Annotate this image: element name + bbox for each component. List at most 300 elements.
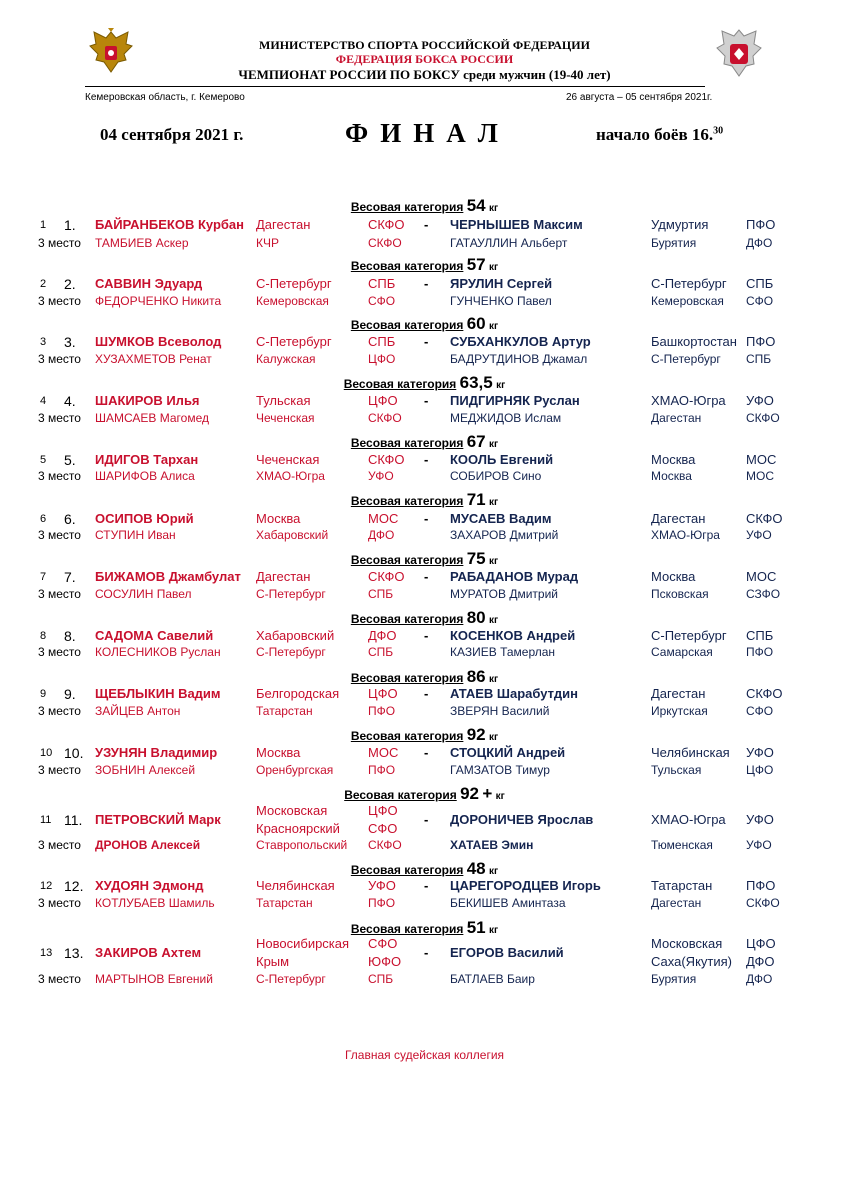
third-blue-district: СЗФО: [746, 587, 781, 601]
bout-number: 9: [40, 688, 47, 700]
third-blue-name: МУРАТОВ Дмитрий: [450, 587, 559, 601]
third-place-row: [0, 972, 849, 990]
finalist-blue-district: СПБ: [746, 276, 774, 291]
finalist-blue-name: РАБАДАНОВ Мурад: [450, 569, 579, 584]
final-bout-row: [0, 936, 849, 969]
bout-index: 9.: [64, 686, 76, 702]
finalist-blue-name: ДОРОНИЧЕВ Ярослав: [450, 812, 594, 827]
third-blue-name: БАДРУТДИНОВ Джамал: [450, 352, 588, 366]
weight-category-label: Весовая категория: [350, 729, 464, 743]
finalist-blue-district: ПФО: [746, 217, 776, 232]
third-red-name: ЗАЙЦЕВ Антон: [95, 704, 181, 718]
third-blue-district: ПФО: [746, 645, 774, 659]
finalist-blue-region: Дагестан: [651, 686, 706, 701]
weight-category-label: Весовая категория: [350, 922, 464, 936]
final-bout-row: [0, 334, 849, 352]
weight-unit: кг: [488, 615, 499, 626]
final-title: ФИНАЛ: [345, 118, 510, 148]
finalist-red-name: ЗАКИРОВ Ахтем: [95, 945, 202, 960]
third-blue-name: БЕКИШЕВ Аминтаза: [450, 896, 566, 910]
finalist-blue-name: КООЛЬ Евгений: [450, 452, 554, 467]
finalist-red-district: МОС: [368, 745, 399, 760]
weight-category-header: [0, 918, 849, 938]
third-blue-region: Самарская: [651, 645, 713, 659]
bout-number: 13: [40, 947, 53, 959]
third-blue-district: МОС: [746, 469, 774, 483]
third-place-label: 3 место: [38, 411, 81, 425]
third-red-region: КЧР: [256, 236, 279, 250]
finalist-red-name: ОСИПОВ Юрий: [95, 511, 194, 526]
third-place-row: [0, 294, 849, 312]
finalist-blue-district: СКФО: [746, 511, 783, 526]
third-blue-name: ГУНЧЕНКО Павел: [450, 294, 552, 308]
weight-category-label: Весовая категория: [350, 436, 464, 450]
finalist-red-name: ЩЕБЛЫКИН Вадим: [95, 686, 221, 701]
third-place-label: 3 место: [38, 236, 81, 250]
third-red-region: С-Петербург: [256, 972, 326, 986]
finalist-blue-name: ЧЕРНЫШЕВ Максим: [450, 217, 583, 232]
bout-dash: -: [424, 878, 429, 893]
finalist-blue-district: УФО: [746, 745, 774, 760]
weight-value: 57: [466, 255, 486, 274]
finalist-red-district: СПБ: [368, 334, 396, 349]
third-place-label: 3 место: [38, 838, 81, 852]
start-time: начало боёв 16.30: [596, 125, 724, 144]
championship-title: ЧЕМПИОНАТ РОССИИ ПО БОКСУ среди мужчин (19-40 лет): [238, 67, 611, 82]
finalist-red-region: Москва: [256, 511, 301, 526]
weight-category-header: [0, 432, 849, 452]
weight-value: 80: [466, 608, 486, 627]
third-place-row: [0, 763, 849, 781]
weight-category-header: [0, 608, 849, 628]
finalist-red-region: Чеченская: [256, 452, 320, 467]
finalist-red-region: С-Петербург: [256, 334, 332, 349]
third-blue-name: ГАМЗАТОВ Тимур: [450, 763, 550, 777]
third-blue-region: С-Петербург: [651, 352, 721, 366]
third-blue-district: ДФО: [746, 236, 773, 250]
third-place-label: 3 место: [38, 972, 81, 986]
third-place-label: 3 место: [38, 294, 81, 308]
weight-category-label: Весовая категория: [350, 259, 464, 273]
bout-dash: -: [424, 945, 429, 960]
weight-suffix: +: [482, 784, 493, 803]
third-red-region: Чеченская: [256, 411, 315, 425]
third-place-row: [0, 236, 849, 254]
finalist-red-region: Москва: [256, 745, 301, 760]
weight-category-label: Весовая категория: [344, 788, 457, 802]
finalist-blue-name: ЕГОРОВ Василий: [450, 945, 564, 960]
third-blue-district: СПБ: [746, 352, 772, 366]
weight-category-header: [0, 725, 849, 745]
weight-category-header: [0, 314, 849, 334]
third-blue-district: СКФО: [746, 896, 780, 910]
finalist-red-district: СКФО: [368, 569, 405, 584]
third-blue-name: МЕДЖИДОВ Ислам: [450, 411, 562, 425]
third-blue-region: Псковская: [651, 587, 709, 601]
third-place-label: 3 место: [38, 896, 81, 910]
weight-category-label: Весовая категория: [350, 863, 464, 877]
third-red-district: ПФО: [368, 763, 396, 777]
third-blue-region: Москва: [651, 469, 692, 483]
third-place-row: [0, 896, 849, 914]
third-red-region: С-Петербург: [256, 645, 326, 659]
weight-value: 54: [466, 196, 486, 215]
third-red-name: СОСУЛИН Павел: [95, 587, 192, 601]
third-blue-district: СФО: [746, 294, 774, 308]
third-blue-name: ГАТАУЛЛИН Альберт: [450, 236, 568, 250]
finalist-red-district: СКФО: [368, 452, 405, 467]
third-place-row: [0, 528, 849, 546]
finalist-red-name: САДОМА Савелий: [95, 628, 214, 643]
finalist-red-name: ПЕТРОВСКИЙ Марк: [95, 812, 221, 827]
finalist-red-region: Новосибирская: [256, 936, 350, 951]
final-bout-row: [0, 628, 849, 646]
final-bout-row: [0, 393, 849, 411]
third-red-district: СПБ: [368, 587, 394, 601]
third-blue-name: СОБИРОВ Сино: [450, 469, 542, 483]
weight-unit: кг: [488, 262, 499, 273]
weight-category-label: Весовая категория: [350, 318, 464, 332]
finalist-blue-district: ПФО: [746, 878, 776, 893]
third-blue-region: Тульская: [651, 763, 702, 777]
third-blue-region: Тюменская: [651, 838, 713, 852]
finalist-red-name: БИЖАМОВ Джамбулат: [95, 569, 241, 584]
third-blue-region: Бурятия: [651, 972, 697, 986]
weight-category-header: [0, 784, 849, 804]
weight-value: 86: [466, 667, 486, 686]
bout-number: 3: [40, 336, 47, 348]
bout-number: 10: [40, 747, 53, 759]
weight-value: 63,5: [459, 373, 493, 392]
weight-value: 92: [466, 725, 486, 744]
weight-unit: кг: [488, 925, 499, 936]
finalist-blue-district: МОС: [746, 452, 777, 467]
third-red-district: СПБ: [368, 645, 394, 659]
bout-dash: -: [424, 334, 429, 349]
finalist-blue-name: АТАЕВ Шарабутдин: [450, 686, 578, 701]
bout-index: 10.: [64, 745, 84, 761]
third-red-region: Оренбургская: [256, 763, 334, 777]
bout-index: 6.: [64, 511, 76, 527]
third-red-name: ШАРИФОВ Алиса: [95, 469, 195, 483]
bout-dash: -: [424, 452, 429, 467]
third-place-row: [0, 411, 849, 429]
third-blue-district: УФО: [746, 838, 772, 852]
third-place-label: 3 место: [38, 763, 81, 777]
finalist-blue-region: С-Петербург: [651, 276, 727, 291]
weight-unit: кг: [488, 497, 499, 508]
weight-unit: кг: [488, 866, 499, 877]
ministry-title: МИНИСТЕРСТВО СПОРТА РОССИЙСКОЙ ФЕДЕРАЦИИ: [259, 38, 590, 52]
third-red-name: СТУПИН Иван: [95, 528, 176, 542]
weight-category-header: [0, 667, 849, 687]
finalist-blue-region: Удмуртия: [651, 217, 709, 232]
finalist-blue-region-2: Саха(Якутия): [651, 954, 732, 969]
bout-dash: -: [424, 686, 429, 701]
weight-value: 92: [460, 784, 479, 803]
bout-dash: -: [424, 511, 429, 526]
third-place-label: 3 место: [38, 704, 81, 718]
final-bout-row: [0, 686, 849, 704]
third-blue-name: ЗАХАРОВ Дмитрий: [450, 528, 559, 542]
weight-value: 60: [466, 314, 486, 333]
final-bout-row: [0, 745, 849, 763]
weight-value: 71: [466, 490, 486, 509]
finalist-blue-region: Башкортостан: [651, 334, 737, 349]
third-blue-region: Дагестан: [651, 411, 702, 425]
weight-value: 51: [466, 918, 486, 937]
bout-index: 5.: [64, 452, 76, 468]
final-bout-row: [0, 452, 849, 470]
weight-value: 75: [466, 549, 486, 568]
bout-dash: -: [424, 217, 429, 232]
finalist-blue-district: ЦФО: [746, 936, 776, 951]
finalist-red-district: ЦФО: [368, 803, 398, 818]
bout-number: 7: [40, 571, 47, 583]
weight-category-label: Весовая категория: [343, 377, 457, 391]
bout-index: 13.: [64, 945, 84, 961]
weight-category-header: [0, 490, 849, 510]
bout-index: 11.: [64, 812, 83, 828]
third-place-row: [0, 838, 849, 856]
finalist-red-region: Хабаровский: [256, 628, 335, 643]
finalist-blue-district: МОС: [746, 569, 777, 584]
finalist-red-region: Белгородская: [256, 686, 340, 701]
finalist-red-region-2: Крым: [256, 954, 290, 969]
bout-dash: -: [424, 812, 429, 827]
finalist-blue-region: Татарстан: [651, 878, 713, 893]
third-place-row: [0, 704, 849, 722]
final-bout-row: [0, 511, 849, 529]
finalist-red-district: УФО: [368, 878, 396, 893]
third-red-district: СКФО: [368, 236, 402, 250]
third-red-region: Ставропольский: [256, 838, 348, 852]
finalist-red-region: Челябинская: [256, 878, 335, 893]
finalist-red-district: ЦФО: [368, 686, 398, 701]
finalist-blue-district: СПБ: [746, 628, 774, 643]
third-red-district: ПФО: [368, 896, 396, 910]
finalist-red-region: Дагестан: [256, 217, 311, 232]
third-red-region: Кемеровская: [256, 294, 329, 308]
finalist-red-name: САВВИН Эдуард: [95, 276, 203, 291]
weight-category-label: Весовая категория: [350, 200, 464, 214]
third-place-label: 3 место: [38, 528, 81, 542]
third-red-region: С-Петербург: [256, 587, 326, 601]
third-red-name: ТАМБИЕВ Аскер: [95, 236, 189, 250]
finalist-red-district-2: СФО: [368, 821, 398, 836]
weight-category-label: Весовая категория: [350, 671, 464, 685]
third-red-district: ПФО: [368, 704, 396, 718]
finalist-red-region: Дагестан: [256, 569, 311, 584]
bout-index: 7.: [64, 569, 76, 585]
third-blue-district: СКФО: [746, 411, 780, 425]
third-blue-district: ЦФО: [746, 763, 774, 777]
finalist-red-name: БАЙРАНБЕКОВ Курбан: [95, 217, 244, 232]
third-red-district: СКФО: [368, 838, 402, 852]
bout-dash: -: [424, 393, 429, 408]
third-red-name: ДРОНОВ Алексей: [95, 838, 201, 852]
bout-dash: -: [424, 276, 429, 291]
third-red-name: ЗОБНИН Алексей: [95, 763, 196, 777]
dates-text: 26 августа – 05 сентября 2021г.: [566, 92, 713, 103]
finalist-red-name: ШАКИРОВ Илья: [95, 393, 200, 408]
third-red-district: ДФО: [368, 528, 395, 542]
third-red-region: ХМАО-Югра: [256, 469, 325, 483]
final-bout-row: [0, 217, 849, 235]
weight-unit: кг: [488, 321, 499, 332]
third-place-row: [0, 469, 849, 487]
bout-index: 8.: [64, 628, 76, 644]
finalist-blue-name: СТОЦКИЙ Андрей: [450, 745, 566, 760]
weight-value: 48: [466, 859, 486, 878]
third-blue-district: ДФО: [746, 972, 773, 986]
third-blue-region: ХМАО-Югра: [651, 528, 720, 542]
finalist-blue-region: ХМАО-Югра: [651, 393, 726, 408]
weight-unit: кг: [495, 791, 505, 802]
third-place-row: [0, 587, 849, 605]
finalist-red-district: СКФО: [368, 217, 405, 232]
final-bout-row: [0, 878, 849, 896]
third-blue-district: УФО: [746, 528, 772, 542]
third-red-name: МАРТЫНОВ Евгений: [95, 972, 213, 986]
bout-number: 11: [40, 814, 52, 826]
third-blue-name: ЗВЕРЯН Василий: [450, 704, 550, 718]
third-red-region: Татарстан: [256, 704, 313, 718]
weight-unit: кг: [488, 439, 499, 450]
finalist-blue-region: Москва: [651, 452, 696, 467]
finalist-red-name: УЗУНЯН Владимир: [95, 745, 218, 760]
third-red-district: ЦФО: [368, 352, 396, 366]
bout-index: 12.: [64, 878, 84, 894]
third-blue-name: БАТЛАЕВ Баир: [450, 972, 535, 986]
weight-category-header: [0, 196, 849, 216]
third-place-label: 3 место: [38, 352, 81, 366]
finalist-blue-district: СКФО: [746, 686, 783, 701]
finalist-red-district: ЦФО: [368, 393, 398, 408]
third-red-name: ШАМСАЕВ Магомед: [95, 411, 209, 425]
finalist-blue-district: УФО: [746, 812, 774, 827]
bout-dash: -: [424, 745, 429, 760]
third-place-row: [0, 352, 849, 370]
finalist-red-district: ДФО: [368, 628, 397, 643]
bout-index: 2.: [64, 276, 76, 292]
weight-unit: кг: [488, 203, 499, 214]
finalist-red-district-2: ЮФО: [368, 954, 402, 969]
finalist-blue-name: ЦАРЕГОРОДЦЕВ Игорь: [450, 878, 601, 893]
third-blue-region: Дагестан: [651, 896, 702, 910]
weight-category-header: [0, 373, 849, 393]
finalist-red-district: МОС: [368, 511, 399, 526]
final-bout-row: [0, 276, 849, 294]
finalist-blue-name: МУСАЕВ Вадим: [450, 511, 552, 526]
weight-unit: кг: [488, 732, 499, 743]
finalist-red-district: СФО: [368, 936, 398, 951]
finalist-red-district: СПБ: [368, 276, 396, 291]
weight-category-label: Весовая категория: [350, 612, 464, 626]
third-red-district: СПБ: [368, 972, 394, 986]
weight-unit: кг: [496, 380, 506, 391]
final-bout-row: [0, 803, 849, 836]
finalist-red-name: ИДИГОВ Тархан: [95, 452, 199, 467]
third-red-name: ХУЗАХМЕТОВ Ренат: [95, 352, 212, 366]
third-place-row: [0, 645, 849, 663]
third-red-region: Хабаровский: [256, 528, 329, 542]
finalist-blue-name: ЯРУЛИН Сергей: [450, 276, 553, 291]
third-red-district: УФО: [368, 469, 394, 483]
weight-category-header: [0, 255, 849, 275]
bout-number: 5: [40, 454, 47, 466]
finalist-blue-name: КОСЕНКОВ Андрей: [450, 628, 576, 643]
weight-category-header: [0, 859, 849, 879]
finalist-blue-region: Московская: [651, 936, 723, 951]
weight-unit: кг: [488, 674, 499, 685]
third-red-district: СФО: [368, 294, 396, 308]
weight-category-header: [0, 549, 849, 569]
weight-value: 67: [466, 432, 486, 451]
weight-category-label: Весовая категория: [350, 494, 464, 508]
third-place-label: 3 место: [38, 587, 81, 601]
finalist-blue-name: ПИДГИРНЯК Руслан: [450, 393, 580, 408]
bout-number: 4: [40, 395, 47, 407]
third-blue-region: Бурятия: [651, 236, 697, 250]
chief-judges-footer: Главная судейская коллегия: [344, 1048, 505, 1062]
third-blue-name: ХАТАЕВ Эмин: [450, 838, 534, 852]
third-blue-region: Кемеровская: [651, 294, 724, 308]
third-place-label: 3 место: [38, 469, 81, 483]
event-date: 04 сентября 2021 г.: [100, 125, 244, 144]
bout-index: 4.: [64, 393, 76, 409]
bout-number: 12: [40, 880, 53, 892]
bout-dash: -: [424, 628, 429, 643]
third-red-name: КОТЛУБАЕВ Шамиль: [95, 896, 215, 910]
third-blue-region: Иркутская: [651, 704, 708, 718]
bout-index: 1.: [64, 217, 76, 233]
bout-number: 2: [40, 278, 47, 290]
third-blue-district: СФО: [746, 704, 774, 718]
finalist-blue-region: С-Петербург: [651, 628, 727, 643]
finalist-blue-district-2: ДФО: [746, 954, 775, 969]
third-red-region: Калужская: [256, 352, 316, 366]
bout-index: 3.: [64, 334, 76, 350]
location-text: Кемеровская область, г. Кемерово: [85, 92, 245, 103]
finalist-blue-district: УФО: [746, 393, 774, 408]
bout-dash: -: [424, 569, 429, 584]
finalist-red-region: Тульская: [256, 393, 311, 408]
weight-category-label: Весовая категория: [350, 553, 464, 567]
finalist-red-region: Московская: [256, 803, 328, 818]
finalist-blue-district: ПФО: [746, 334, 776, 349]
finalist-blue-region: Челябинская: [651, 745, 730, 760]
finalist-red-region-2: Красноярский: [256, 821, 340, 836]
third-place-label: 3 место: [38, 645, 81, 659]
final-bout-row: [0, 569, 849, 587]
finalist-red-region: С-Петербург: [256, 276, 332, 291]
bout-number: 6: [40, 513, 47, 525]
third-blue-name: КАЗИЕВ Тамерлан: [450, 645, 556, 659]
third-red-name: ФЕДОРЧЕНКО Никита: [95, 294, 222, 308]
header-divider: [85, 86, 705, 87]
finalist-blue-region: ХМАО-Югра: [651, 812, 726, 827]
finalist-red-name: ШУМКОВ Всеволод: [95, 334, 222, 349]
finalist-red-name: ХУДОЯН Эдмонд: [95, 878, 204, 893]
federation-title: ФЕДЕРАЦИЯ БОКСА РОССИИ: [335, 52, 514, 66]
third-red-district: СКФО: [368, 411, 402, 425]
third-red-region: Татарстан: [256, 896, 313, 910]
weight-unit: кг: [488, 556, 499, 567]
finalist-blue-region: Москва: [651, 569, 696, 584]
bout-number: 8: [40, 630, 47, 642]
finalist-blue-name: СУБХАНКУЛОВ Артур: [450, 334, 591, 349]
